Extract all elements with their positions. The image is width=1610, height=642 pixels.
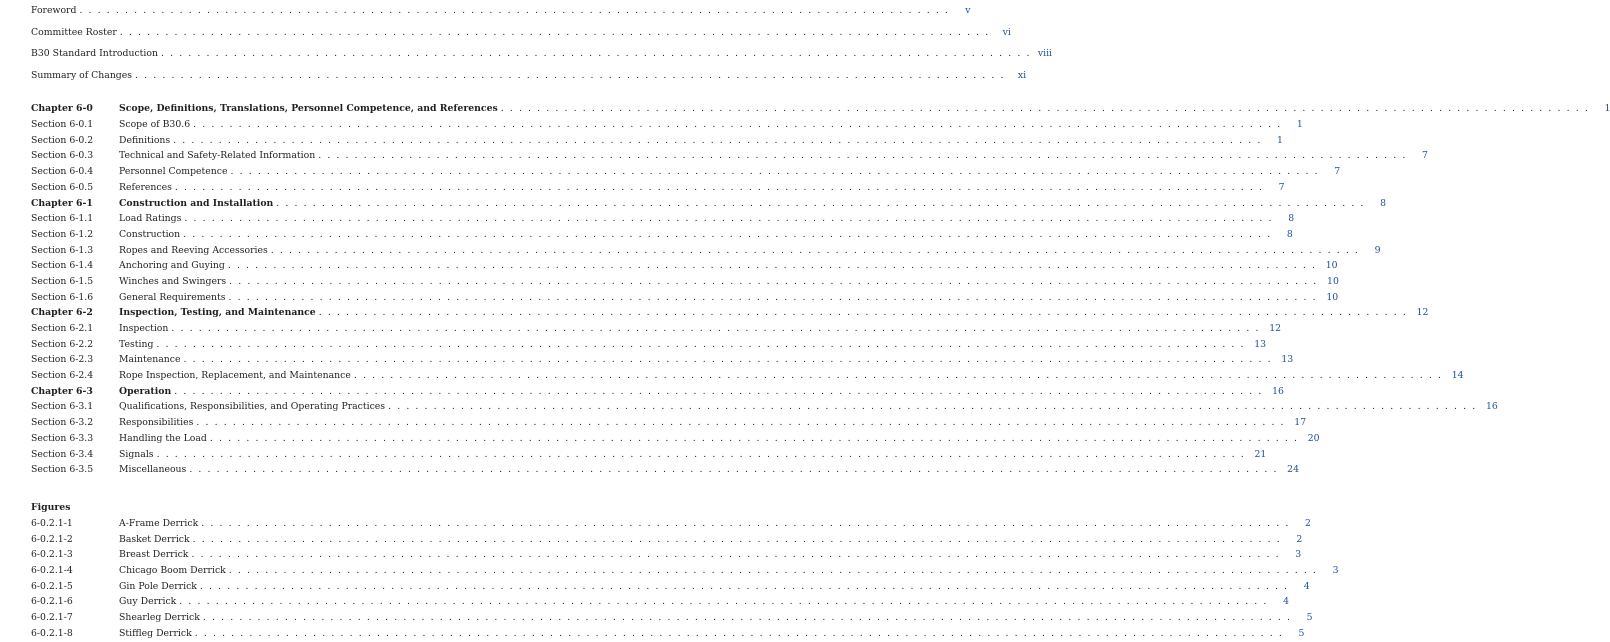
entry-number: Section 6-1.3 — [31, 244, 94, 256]
entry-title: Inspection — [119, 323, 169, 334]
section-entry[interactable] — [31, 211, 1295, 227]
dot-leader: . . . . . . . . . . . . . . . . . . . . . . . . . . . . . . . . . . . . . . . . . . . . . . . . . . . . . . . . . . . . . . . . . . . . . . . . . . . . . . . . . . . . . . . . . . . . . . . . . . . . . . . . . . . . . . . . . . . . . . . . — [174, 181, 1264, 193]
entry-title: Anchoring and Guying — [119, 260, 225, 272]
toc-page-link[interactable]: 10 — [1325, 260, 1338, 272]
entry-title: Construction and Installation — [119, 197, 274, 209]
entry-number: Section 6-0.5 — [31, 181, 94, 193]
toc-page-link[interactable]: 2 — [1296, 533, 1303, 545]
dot-leader: . . . . . . . . . . . . . . . . . . . . . . . . . . . . . . . . . . . . . . . . . . . . . . . . . . . . . . . . . . . . . . . . . . . . . . . . . . . . . . . . . . . . . . . . . . . . . . . . . . . . . . . . . . . . . . . . . . . . . . . . — [184, 213, 1274, 225]
dot-leader: . . . . . . . . . . . . . . . . . . . . . . . . . . . . . . . . . . . . . . . . . . . . . . . . . . . . . . . . . . . . . . . . . . . . . . . . . . . . . . . . . . . . . . . . . . . . . . . . . . . . . . . . . . . . . . . . . . . . . . . . — [173, 134, 1262, 146]
dot-leader: . . . . . . . . . . . . . . . . . . . . . . . . . . . . . . . . . . . . . . . . . . . . . . . . . . . . . . . . . . . . . . . . . . . . . . . . . . . . . . . . . . . . . . . . . . . . . . . . . . . . . . . . . . . . . . . . . . . . . . . . — [318, 150, 1407, 162]
figure-title: Breast Derrick — [119, 549, 189, 561]
dot-leader: . . . . . . . . . . . . . . . . . . . . . . . . . . . . . . . . . . . . . . . . . . . . . . . . . . . . . . . . . . . . . . . . . . . . . . . . . . . . . . . . . . . . . . . . . . . . . . . . . . . . . . . . . . . . . . . . . . . . . . . . — [196, 417, 1286, 429]
section-entry[interactable] — [31, 399, 1498, 415]
toc-page-link[interactable]: 8 — [1380, 197, 1386, 209]
figure-number: 6-0.2.1-5 — [31, 580, 73, 592]
figure-title: Shearleg Derrick — [119, 612, 200, 623]
toc-entry-title: B30 Standard Introduction — [31, 48, 158, 60]
entry-title: General Requirements — [119, 291, 226, 303]
entry-number: Section 6-1.1 — [31, 213, 94, 225]
entry-title: Scope, Definitions, Translations, Personnel Competence, and References — [119, 103, 498, 115]
entry-title: Technical and Safety-Related Information — [119, 150, 316, 162]
toc-page-link[interactable]: 10 — [1326, 291, 1339, 303]
section-entry[interactable] — [31, 415, 1307, 431]
entry-title: Construction — [119, 228, 181, 240]
toc-page-link[interactable]: 12 — [1269, 323, 1282, 334]
figure-entry[interactable] — [31, 594, 1289, 610]
section-entry[interactable] — [31, 447, 1267, 463]
toc-page-link[interactable]: xi — [1017, 69, 1027, 81]
section-entry[interactable] — [31, 180, 1285, 196]
toc-entry[interactable] — [31, 43, 1053, 65]
section-entry[interactable] — [31, 290, 1339, 306]
figure-title: Chicago Boom Derrick — [119, 564, 226, 576]
toc-page-link[interactable]: viii — [1037, 48, 1053, 60]
dot-leader: . . . . . . . . . . . . . . . . . . . . . . . . . . . . . . . . . . . . . . . . . . . . . . . . . . . . . . . . . . . . . . . . . . . . . . . . . . . . . . . . . . . . . . . . . . . . . . . . . . . . . . . . . . . . . . . . . . . . . . . . — [199, 580, 1289, 592]
section-entry[interactable] — [31, 227, 1293, 243]
entry-title: Responsibilities — [119, 417, 194, 429]
figure-title: A-Frame Derrick — [119, 517, 199, 529]
section-entry[interactable] — [31, 148, 1428, 164]
entry-number: Section 6-0.3 — [31, 150, 94, 162]
toc-entry-title: Summary of Changes — [31, 69, 133, 81]
dot-leader: . . . . . . . . . . . . . . . . . . . . . . . . . . . . . . . . . . . . . . . . . . . . . . . . . . . . . . . . . . . . . . . . . . . . . . . . . . . . . . . . . . . . . . . . . . . . . . . . . . . . . . . . . . . . . . . . . . . . . . . . — [276, 197, 1365, 209]
dot-leader: . . . . . . . . . . . . . . . . . . . . . . . . . . . . . . . . . . . . . . . . . . . . . . . . . . . . . . . . . . . . . . . . . . . . . . . . . . . . . . . . . . . . . . . . . . . . . . . . . . . . . . . . . . . . . . . . . . . . . . . . — [209, 432, 1299, 444]
entry-number: Section 6-1.5 — [31, 275, 94, 287]
entry-number: Section 6-0.2 — [31, 134, 94, 146]
toc-entry-title: Foreword — [31, 5, 77, 16]
dot-leader: . . . . . . . . . . . . . . . . . . . . . . . . . . . . . . . . . . . . . . . . . . . . . . . . . . . . . . . . . . . . . . . . . . . . . . . . . . . . . . . . . . . . . . . . . . . . . . . . . . . . . . . . . . . . . . . . . . . . . . . . — [230, 166, 1320, 178]
section-entry[interactable] — [31, 368, 1464, 384]
section-entry[interactable] — [31, 243, 1381, 259]
toc-page-link[interactable]: 5 — [1298, 627, 1305, 639]
entry-number: Section 6-1.2 — [31, 228, 94, 240]
dot-leader: . . . . . . . . . . . . . . . . . . . . . . . . . . . . . . . . . . . . . . . . . . . . . . . . . . . . . . . . . . . . . . . . . . . . . . . . . . . . . . . . . . . . . . . . . . . . . . . . . . . . . . . . . . . . . . . . . . . . . . . . — [318, 307, 1408, 319]
entry-number: Section 6-3.4 — [31, 448, 94, 460]
section-entry[interactable] — [31, 337, 1267, 353]
dot-leader: . . . . . . . . . . . . . . . . . . . . . . . . . . . . . . . . . . . . . . . . . . . . . . . . . . . . . . . . . . . . . . . . . . . . . . . . . . . . . . . . . . . . . . . . . . . . . . . . . . . . . . . . . . . . . . . . . . . . . . . . — [202, 612, 1292, 623]
entry-number: Section 6-3.2 — [31, 417, 94, 429]
section-entry[interactable] — [31, 352, 1294, 368]
entry-title: Load Ratings — [119, 213, 182, 225]
toc-page-link[interactable]: 17 — [1294, 417, 1307, 429]
dot-leader: . . . . . . . . . . . . . . . . . . . . . . . . . . . . . . . . . . . . . . . . . . . . . . . . . . . . . . . . . . . . . . . . . . . . . . . . . . . . . . . . . . . . . . . . . . . . . . . . — [119, 26, 990, 38]
entry-number: Section 6-2.3 — [31, 354, 94, 366]
figure-number: 6-0.2.1-2 — [31, 533, 73, 545]
toc-page-link[interactable]: 24 — [1287, 464, 1300, 476]
dot-leader: . . . . . . . . . . . . . . . . . . . . . . . . . . . . . . . . . . . . . . . . . . . . . . . . . . . . . . . . . . . . . . . . . . . . . . . . . . . . . . . . . . . . . . . . . . . . . . . . . . . . . . . . . . . . . . . . . . . . . . . . — [171, 323, 1261, 334]
figure-title: Gin Pole Derrick — [119, 580, 197, 592]
toc-page-link[interactable]: 7 — [1334, 166, 1341, 178]
entry-number: Section 6-0.1 — [31, 119, 94, 131]
dot-leader: . . . . . . . . . . . . . . . . . . . . . . . . . . . . . . . . . . . . . . . . . . . . . . . . . . . . . . . . . . . . . . . . . . . . . . . . . . . . . . . . . . . . . . . . . . . . . . . . . . . . . . . . . . . . . . . . . . . . . . . . — [183, 228, 1272, 240]
entry-title: References — [119, 181, 172, 193]
figure-entry[interactable] — [31, 626, 1305, 642]
entry-title: Testing — [119, 338, 154, 350]
entry-number: Section 6-1.6 — [31, 291, 94, 303]
dot-leader: . . . . . . . . . . . . . . . . . . . . . . . . . . . . . . . . . . . . . . . . . . . . . . . . . . . . . . . . . . . . . . . . . . . . . . . . . . . . . . . . . . . . . . . . . . . . . . . . . . . . . . . . . . . . . . . . . . . . . . . . — [156, 448, 1246, 460]
dot-leader: . . . . . . . . . . . . . . . . . . . . . . . . . . . . . . . . . . . . . . . . . . . . . . . . . . . . . . . . . . . . . . . . . . . . . . . . . . . . . . . . . . . . . . . . . . . . . . . . . . . . . . . . . . . . . . . . . . . . . . . . — [270, 244, 1360, 256]
figure-entry[interactable] — [31, 547, 1302, 563]
dot-leader: . . . . . . . . . . . . . . . . . . . . . . . . . . . . . . . . . . . . . . . . . . . . . . . . . . . . . . . . . . . . . . . . . . . . . . . . . . . . . . . . . . . . . . . . . . . . . . . . . . . . . . . . . . . . . . . . . . . . . . . . — [500, 103, 1590, 115]
toc-page-link[interactable]: 7 — [1278, 181, 1285, 193]
entry-number: Chapter 6-3 — [31, 385, 93, 397]
figure-entry[interactable] — [31, 610, 1313, 626]
section-entry[interactable] — [31, 274, 1339, 290]
dot-leader: . . . . . . . . . . . . . . . . . . . . . . . . . . . . . . . . . . . . . . . . . . . . . . . . . . . . . . . . . . . . . . . . . . . . . . . . . . . . . . . . . . . . . . . . . . . . . . . . . . . . . . . . . . . . . . . . . . . . . . . . — [353, 370, 1443, 382]
dot-leader: . . . . . . . . . . . . . . . . . . . . . . . . . . . . . . . . . . . . . . . . . . . . . . . . . . . . . . . . . . . . . . . . . . . . . . . . . . . . . . . . . . . . . . . . . . . . . . . . . . . . . . . . . . . . . . . . . . . . . . . . — [388, 401, 1477, 413]
dot-leader: . . . . . . . . . . . . . . . . . . . . . . . . . . . . . . . . . . . . . . . . . . . . . . . . . . . . . . . . . . . . . . . . . . . . . . . . . . . . . . . . . . . . . . . . . . . . . . . . . . . . . . . . . . . . . . . . . . . . . . . . — [228, 564, 1318, 576]
dot-leader: . . . . . . . . . . . . . . . . . . . . . . . . . . . . . . . . . . . . . . . . . . . . . . . . . . . . . . . . . . . . . . . . . . . . . . . . . . . . . . . . . . . . . . . . . . . . . . . . . . . . . . . . . . . . . . . . . . . . . . . . — [192, 533, 1282, 545]
entry-title: Definitions — [119, 134, 171, 146]
toc-page-link[interactable]: 13 — [1281, 354, 1294, 366]
toc-page-link[interactable]: 1 — [1276, 134, 1283, 146]
toc-page-link[interactable]: 1 — [1296, 119, 1303, 131]
toc-page-link[interactable]: v — [965, 5, 971, 16]
dot-leader: . . . . . . . . . . . . . . . . . . . . . . . . . . . . . . . . . . . . . . . . . . . . . . . . . . . . . . . . . . . . . . . . . . . . . . . . . . . . . . . . . . . . . . . . . . . . . . . . — [160, 48, 1032, 60]
toc-entry-title: Committee Roster — [31, 26, 117, 38]
entry-number: Section 6-3.3 — [31, 432, 94, 444]
figure-entry[interactable] — [31, 516, 1311, 532]
toc-page-link[interactable]: 3 — [1332, 564, 1339, 576]
entry-number: Section 6-2.1 — [31, 323, 94, 334]
entry-title: Scope of B30.6 — [119, 119, 191, 131]
dot-leader: . . . . . . . . . . . . . . . . . . . . . . . . . . . . . . . . . . . . . . . . . . . . . . . . . . . . . . . . . . . . . . . . . . . . . . . . . . . . . . . . . . . . . . . . . . . . . . . . . . . . . . . . . . . . . . . . . . . . . . . . — [191, 549, 1281, 561]
figures-heading: Figures — [31, 501, 71, 513]
figure-number: 6-0.2.1-3 — [31, 549, 73, 561]
figure-number: 6-0.2.1-7 — [31, 612, 73, 623]
dot-leader: . . . . . . . . . . . . . . . . . . . . . . . . . . . . . . . . . . . . . . . . . . . . . . . . . . . . . . . . . . . . . . . . . . . . . . . . . . . . . . . . . . . . . . . . . . . . . . . . . . . . . . . . . . . . . . . . . . . . . . . . — [201, 517, 1290, 529]
toc-page-link[interactable]: 5 — [1306, 612, 1313, 623]
toc-page-link[interactable]: 9 — [1374, 244, 1381, 256]
entry-title: Personnel Competence — [119, 166, 228, 178]
figure-list — [31, 516, 1339, 642]
figure-title: Guy Derrick — [119, 596, 177, 608]
figure-entry[interactable] — [31, 579, 1310, 595]
toc-page-link[interactable]: 4 — [1303, 580, 1310, 592]
chapter-entry[interactable] — [31, 196, 1386, 212]
entry-title: Signals — [119, 448, 154, 460]
entry-title: Qualifications, Responsibilities, and Operating Practices — [119, 401, 386, 413]
section-entry[interactable] — [31, 133, 1283, 149]
figure-entry[interactable] — [31, 563, 1339, 579]
dot-leader: . . . . . . . . . . . . . . . . . . . . . . . . . . . . . . . . . . . . . . . . . . . . . . . . . . . . . . . . . . . . . . . . . . . . . . . . . . . . . . . . . . . . . . . . . . . . . . . . . . . . . . . . . . . . . . . . . . . . . . . . — [227, 260, 1317, 272]
toc-page-link[interactable]: 16 — [1485, 401, 1498, 413]
entry-number: Chapter 6-2 — [31, 307, 93, 319]
figure-number: 6-0.2.1-8 — [31, 627, 73, 639]
dot-leader: . . . . . . . . . . . . . . . . . . . . . . . . . . . . . . . . . . . . . . . . . . . . . . . . . . . . . . . . . . . . . . . . . . . . . . . . . . . . . . . . . . . . . . . . . . . . . . . . . . . . . . . . . . . . . . . . . . . . . . . . — [156, 338, 1246, 350]
toc-page-link[interactable]: 1 — [1604, 103, 1610, 115]
figure-number: 6-0.2.1-6 — [31, 596, 73, 608]
entry-title: Inspection, Testing, and Maintenance — [119, 307, 316, 319]
chapter-entry[interactable] — [31, 101, 1610, 117]
figure-entry[interactable] — [31, 532, 1303, 548]
dot-leader: . . . . . . . . . . . . . . . . . . . . . . . . . . . . . . . . . . . . . . . . . . . . . . . . . . . . . . . . . . . . . . . . . . . . . . . . . . . . . . . . . . . . . . . . . . . . . . . . . . . . . . . . . . . . . . . . . . . . . . . . — [179, 596, 1268, 608]
section-entry[interactable] — [31, 431, 1320, 447]
figure-title: Basket Derrick — [119, 533, 190, 545]
front-matter-list — [31, 0, 1053, 86]
chapter-section-list — [31, 101, 1610, 478]
toc-page-link[interactable]: 13 — [1254, 338, 1267, 350]
toc-page-link[interactable]: 16 — [1272, 385, 1284, 397]
entry-title: Winches and Swingers — [119, 275, 227, 287]
toc-page-link[interactable]: 14 — [1451, 370, 1464, 382]
toc-page-link[interactable]: 20 — [1307, 432, 1320, 444]
entry-title: Operation — [119, 385, 172, 397]
section-entry[interactable] — [31, 258, 1338, 274]
figure-number: 6-0.2.1-1 — [31, 517, 73, 529]
section-entry[interactable] — [31, 462, 1300, 478]
toc-entry[interactable] — [31, 65, 1027, 87]
entry-title: Rope Inspection, Replacement, and Maintenance — [119, 370, 351, 382]
entry-title: Miscellaneous — [119, 464, 187, 476]
entry-number: Section 6-1.4 — [31, 260, 94, 272]
toc-entry[interactable] — [31, 0, 971, 22]
dot-leader: . . . . . . . . . . . . . . . . . . . . . . . . . . . . . . . . . . . . . . . . . . . . . . . . . . . . . . . . . . . . . . . . . . . . . . . . . . . . . . . . . . . . . . . . . . . . . . . . . . . . . . . . . . . . . . . . . . . . . . . . — [228, 291, 1318, 303]
toc-page-link[interactable]: 4 — [1283, 596, 1289, 608]
entry-number: Section 6-3.1 — [31, 401, 94, 413]
entry-title: Maintenance — [119, 354, 181, 366]
entry-title: Ropes and Reeving Accessories — [119, 244, 268, 256]
entry-number: Chapter 6-1 — [31, 197, 93, 209]
entry-number: Section 6-2.4 — [31, 370, 94, 382]
toc-page-link[interactable]: 10 — [1327, 275, 1339, 287]
chapter-entry[interactable] — [31, 305, 1429, 321]
section-entry[interactable] — [31, 164, 1341, 180]
section-entry[interactable] — [31, 321, 1282, 337]
chapter-entry[interactable] — [31, 384, 1284, 400]
entry-number: Section 6-2.2 — [31, 338, 94, 350]
toc-page-link[interactable]: 12 — [1416, 307, 1429, 319]
toc-page-link[interactable]: 2 — [1305, 517, 1311, 529]
dot-leader: . . . . . . . . . . . . . . . . . . . . . . . . . . . . . . . . . . . . . . . . . . . . . . . . . . . . . . . . . . . . . . . . . . . . . . . . . . . . . . . . . . . . . . . . . . . . . . . . . . . . . . . . . . . . . . . . . . . . . . . . — [183, 354, 1273, 366]
dot-leader: . . . . . . . . . . . . . . . . . . . . . . . . . . . . . . . . . . . . . . . . . . . . . . . . . . . . . . . . . . . . . . . . . . . . . . . . . . . . . . . . . . . . . . . . . . . . . . . . . . . . . . . . . . . . . . . . . . . . . . . . — [194, 627, 1284, 639]
entry-number: Section 6-3.5 — [31, 464, 94, 476]
dot-leader: . . . . . . . . . . . . . . . . . . . . . . . . . . . . . . . . . . . . . . . . . . . . . . . . . . . . . . . . . . . . . . . . . . . . . . . . . . . . . . . . . . . . . . . . . . . . . . . . . . . . . . . . . . . . . . . . . . . . . . . . — [174, 385, 1263, 397]
toc-entry[interactable] — [31, 22, 1011, 44]
dot-leader: . . . . . . . . . . . . . . . . . . . . . . . . . . . . . . . . . . . . . . . . . . . . . . . . . . . . . . . . . . . . . . . . . . . . . . . . . . . . . . . . . . . . . . . . . . . . . . . . . . . . . . . . . . . . . . . . . . . . . . . . — [189, 464, 1279, 476]
toc-page-link[interactable]: 8 — [1288, 213, 1295, 225]
section-entry[interactable] — [31, 117, 1303, 133]
entry-title: Handling the Load — [119, 432, 207, 444]
dot-leader: . . . . . . . . . . . . . . . . . . . . . . . . . . . . . . . . . . . . . . . . . . . . . . . . . . . . . . . . . . . . . . . . . . . . . . . . . . . . . . . . . . . . . . . . . . . . . . . . — [135, 69, 1006, 81]
toc-page-link[interactable]: 3 — [1295, 549, 1302, 561]
figure-title: Stiffleg Derrick — [119, 627, 192, 639]
table-of-contents — [31, 0, 1610, 641]
toc-page-link[interactable]: 8 — [1286, 228, 1293, 240]
figure-number: 6-0.2.1-4 — [31, 564, 73, 576]
entry-number: Section 6-0.4 — [31, 166, 94, 178]
toc-page-link[interactable]: 7 — [1421, 150, 1428, 162]
dot-leader: . . . . . . . . . . . . . . . . . . . . . . . . . . . . . . . . . . . . . . . . . . . . . . . . . . . . . . . . . . . . . . . . . . . . . . . . . . . . . . . . . . . . . . . . . . . . . . . . — [79, 5, 950, 16]
toc-page-link[interactable]: 21 — [1254, 448, 1267, 460]
dot-leader: . . . . . . . . . . . . . . . . . . . . . . . . . . . . . . . . . . . . . . . . . . . . . . . . . . . . . . . . . . . . . . . . . . . . . . . . . . . . . . . . . . . . . . . . . . . . . . . . . . . . . . . . . . . . . . . . . . . . . . . . — [229, 275, 1318, 287]
toc-page-link[interactable]: vi — [1002, 26, 1011, 38]
dot-leader: . . . . . . . . . . . . . . . . . . . . . . . . . . . . . . . . . . . . . . . . . . . . . . . . . . . . . . . . . . . . . . . . . . . . . . . . . . . . . . . . . . . . . . . . . . . . . . . . . . . . . . . . . . . . . . . . . . . . . . . . — [193, 119, 1282, 131]
entry-number: Chapter 6-0 — [31, 103, 93, 115]
